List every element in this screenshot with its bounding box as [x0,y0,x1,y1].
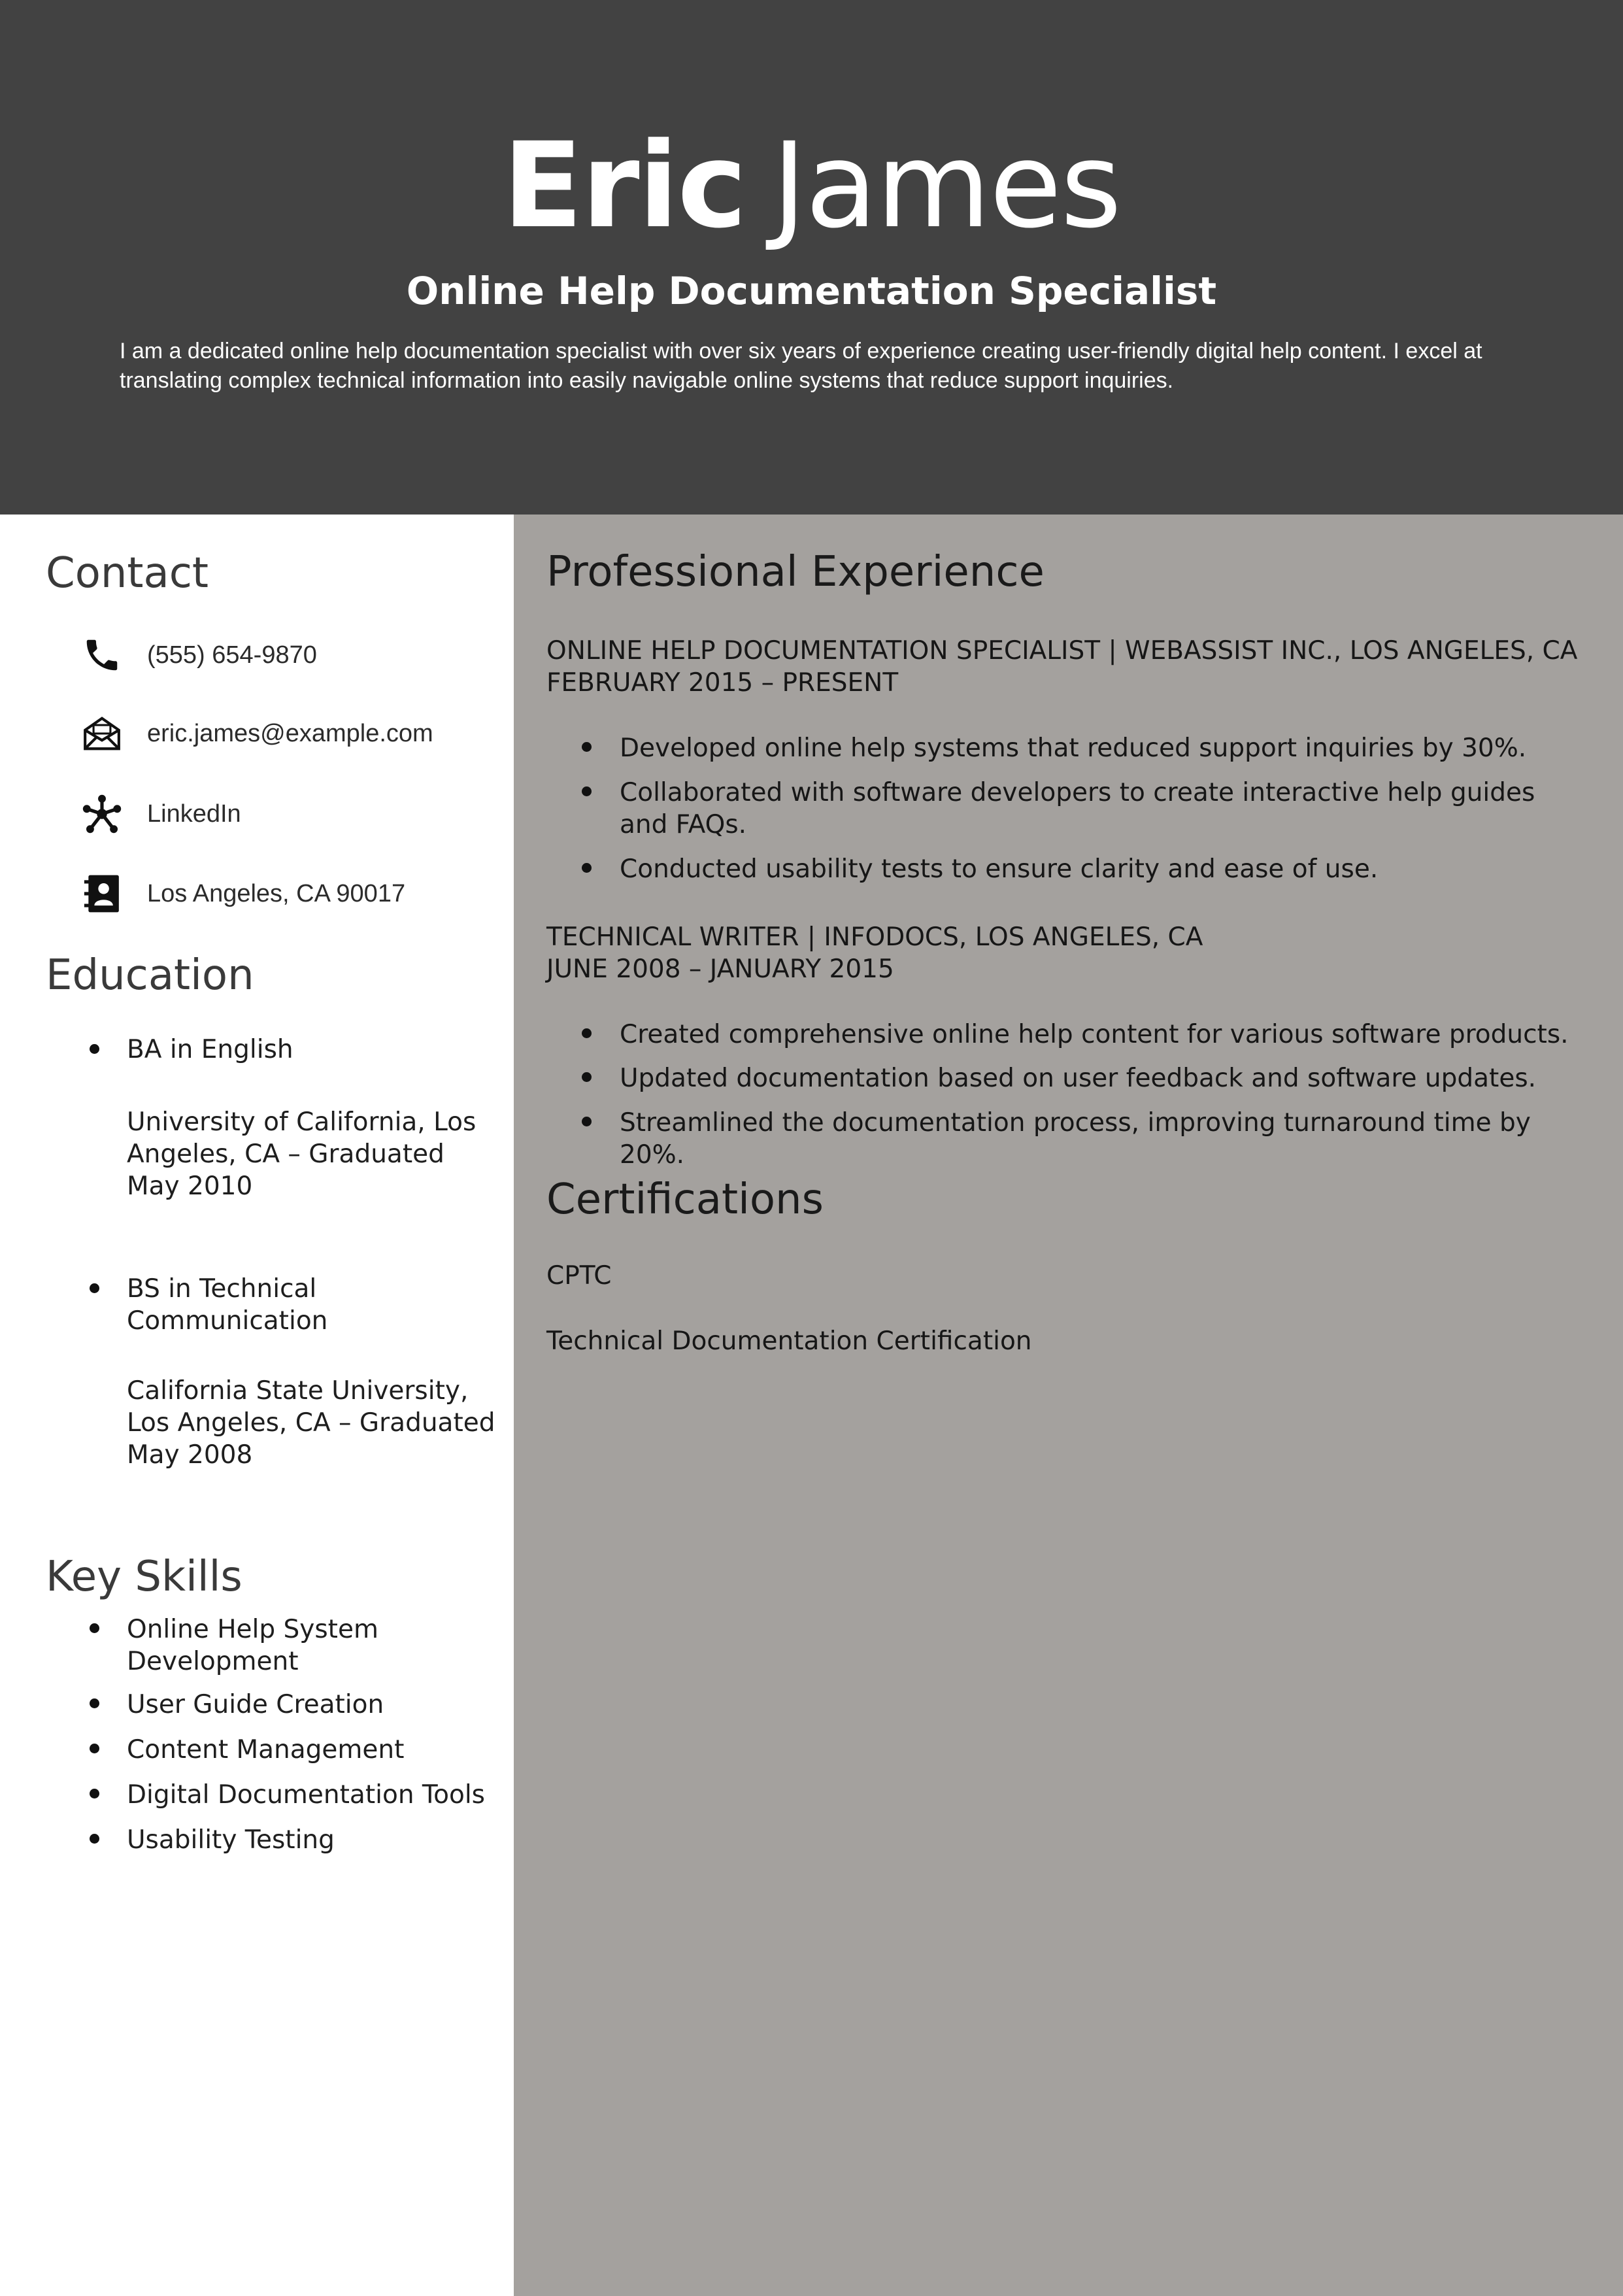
sidebar [0,515,514,2296]
bullet-dot [90,1698,99,1708]
degree-title: BS in Technical Communication [127,1274,328,1336]
phone-icon [82,635,122,675]
job-bullet-text: Streamlined the documentation process, improving turnaround time by 20%. [620,1108,1531,1170]
certification-item: CPTC [546,1261,612,1291]
bullet-dot [90,1744,99,1753]
job-role-line: ONLINE HELP DOCUMENTATION SPECIALIST | WEBASSIST INC., LOS ANGELES, CA [546,636,1578,666]
job-bullet-text: Conducted usability tests to ensure clarity and ease of use. [620,854,1379,884]
contact-linkedin[interactable] [82,791,500,837]
last-name: James [771,118,1121,254]
job-bullet-text: Developed online help systems that reduced support inquiries by 30%. [620,734,1527,763]
bullet-dot [582,786,592,796]
skill-text: Usability Testing [127,1825,335,1855]
bullet-dot [582,863,592,873]
experience-heading: Professional Experience [546,548,1045,596]
bullet-dot [90,1044,99,1054]
bullet-dot [90,1789,99,1798]
skill-text: Content Management [127,1735,405,1764]
phone-text: (555) 654-9870 [147,641,317,669]
network-icon [82,794,122,834]
job-dates: FEBRUARY 2015 – PRESENT [546,668,899,698]
envelope-icon [82,713,122,754]
email-text: eric.james@example.com [147,720,433,747]
job-dates: JUNE 2008 – JANUARY 2015 [546,954,894,984]
contact-card-icon [82,873,122,914]
candidate-name [0,118,1623,254]
resume-header [0,0,1623,515]
bullet-dot [582,742,592,752]
address-text: Los Angeles, CA 90017 [147,880,406,907]
contact-email [82,711,500,756]
first-name: Eric [502,118,746,254]
bullet-dot [582,1028,592,1038]
contact-address [82,871,500,917]
job-bullet-text: Updated documentation based on user feedback and software updates. [620,1064,1537,1093]
school-info: University of California, Los Angeles, CA – Graduated May 2010 [127,1107,477,1201]
contact-heading: Contact [46,549,209,598]
main-content [514,515,1623,2296]
certification-item: Technical Documentation Certification [546,1326,1032,1356]
professional-summary: I am a dedicated online help documentation specialist with over six years of experience creating user-friendly digital help content. I excel at translating complex technical information into easily navigable online systems that reduce support inquiries. [120,339,1482,393]
school-info: California State University, Los Angeles, CA – Graduated May 2008 [127,1376,495,1470]
job-role-line: TECHNICAL WRITER | INFODOCS, LOS ANGELES, CA [546,922,1203,952]
education-heading: Education [46,951,254,1000]
contact-phone [82,632,500,678]
linkedin-link[interactable]: LinkedIn [147,800,241,828]
bullet-dot [90,1283,99,1293]
bullet-dot [582,1117,592,1126]
certifications-heading: Certifications [546,1175,824,1224]
job-title: Online Help Documentation Specialist [406,269,1217,313]
skills-heading: Key Skills [46,1553,243,1601]
skill-text: User Guide Creation [127,1690,384,1719]
bullet-dot [90,1623,99,1633]
bullet-dot [90,1834,99,1844]
skill-text: Digital Documentation Tools [127,1780,485,1810]
job-bullet-text: Collaborated with software developers to create interactive help guides and FAQs. [620,778,1535,839]
job-bullet-text: Created comprehensive online help content for various software products. [620,1020,1569,1049]
bullet-dot [582,1072,592,1082]
degree-title: BA in English [127,1035,293,1064]
skill-text: Online Help System Development [127,1615,378,1676]
